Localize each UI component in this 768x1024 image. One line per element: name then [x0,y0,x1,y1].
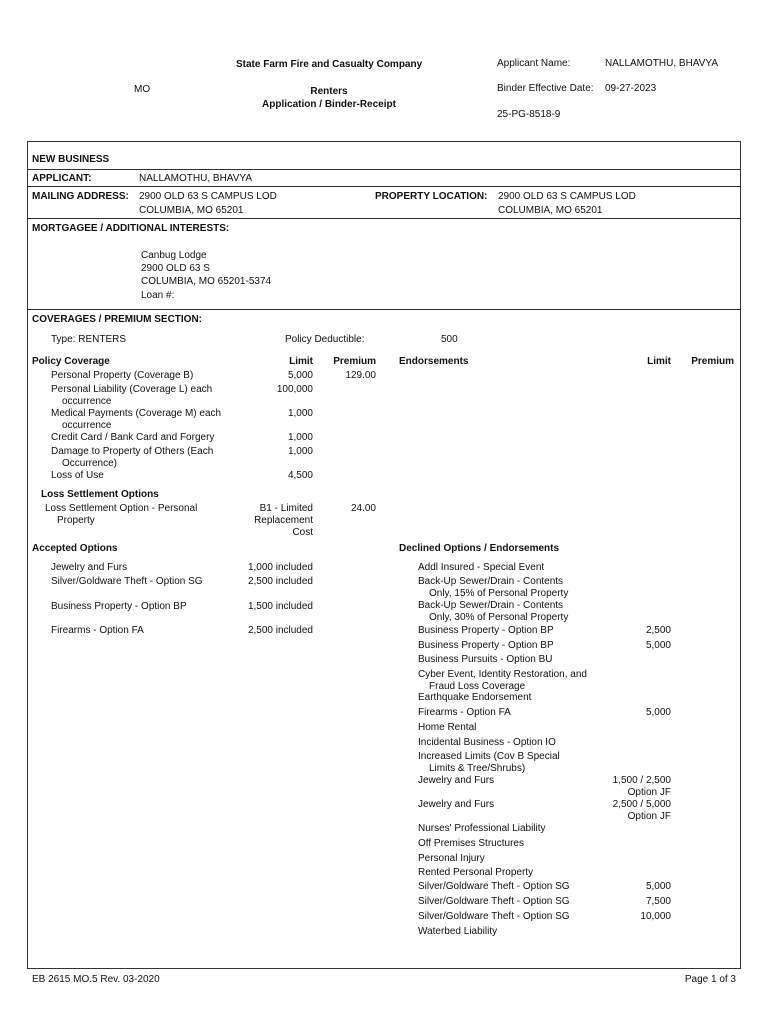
coverage-name: Medical Payments (Coverage M) each [51,408,222,419]
coverage-premium: 129.00 [345,370,376,381]
coverage-limit: 4,500 [287,470,313,481]
coverage-name: Personal Liability (Coverage L) each [51,384,213,395]
declined-option-name: Firearms - Option FA [418,707,511,718]
declined-option-name: Rented Personal Property [418,867,534,878]
declined-option-name: Business Pursuits - Option BU [418,654,553,665]
declined-option-limit: 2,500 [645,625,671,636]
accepted-option-value: 2,500 included [247,576,313,587]
accepted-option-name: Silver/Goldware Theft - Option SG [51,576,203,587]
declined-option-name: Back-Up Sewer/Drain - Contents [418,600,564,611]
declined-option-name: Off Premises Structures [418,838,524,849]
coverage-name-cont: occurrence [62,396,112,407]
declined-option-limit: 7,500 [645,896,671,907]
declined-option-name: Nurses' Professional Liability [418,823,546,834]
declined-option-limit: 10,000 [640,911,671,922]
declined-option-name: Increased Limits (Cov B Special [418,751,560,762]
applicant-name-value: NALLAMOTHU, BHAVYA [605,58,718,69]
form-title-2: Application / Binder-Receipt [262,99,396,110]
loss-settlement-heading: Loss Settlement Options [41,489,159,500]
declined-option-limit-cont: Option JF [627,811,671,822]
new-business-heading: NEW BUSINESS [32,154,110,165]
mortgagee-line2: COLUMBIA, MO 65201-5374 [141,276,272,287]
declined-option-name-cont: Limits & Tree/Shrubs) [429,763,526,774]
declined-option-name: Incidental Business - Option IO [418,737,556,748]
declined-option-name: Silver/Goldware Theft - Option SG [418,896,570,907]
mailing-address-label: MAILING ADDRESS: [32,191,129,202]
declined-option-name: Home Rental [418,722,477,733]
declined-option-name: Business Property - Option BP [418,625,554,636]
binder-date-value: 09-27-2023 [605,83,657,94]
loss-settlement-limit3: Cost [292,527,313,538]
accepted-option-name: Jewelry and Furs [51,562,128,573]
declined-option-limit: 2,500 / 5,000 [612,799,671,810]
loss-settlement-line1: Loss Settlement Option - Personal [45,503,198,514]
declined-option-name-cont: Fraud Loss Coverage [429,681,526,692]
declined-option-limit: 1,500 / 2,500 [612,775,671,786]
property-location-line2: COLUMBIA, MO 65201 [498,205,603,216]
applicant-name-label: Applicant Name: [497,58,571,69]
coverage-name: Personal Property (Coverage B) [51,370,194,381]
form-number: EB 2615 MO.5 Rev. 03-2020 [32,974,160,985]
accepted-option-name: Business Property - Option BP [51,601,187,612]
mailing-address-line2: COLUMBIA, MO 65201 [139,205,244,216]
divider [28,218,740,219]
binder-date-label: Binder Effective Date: [497,83,594,94]
declined-option-limit: 5,000 [645,640,671,651]
col-premium: Premium [333,356,376,367]
divider [28,186,740,187]
divider [28,169,740,170]
accepted-option-value: 1,500 included [247,601,313,612]
applicant-label: APPLICANT: [32,173,92,184]
loss-settlement-premium: 24.00 [350,503,376,514]
declined-option-name-cont: Only, 15% of Personal Property [429,588,569,599]
col-limit-2: Limit [647,356,671,367]
coverage-name-cont: occurrence [62,420,112,431]
mailing-address-line1: 2900 OLD 63 S CAMPUS LOD [139,191,277,202]
col-limit: Limit [289,356,313,367]
coverage-limit: 1,000 [287,408,313,419]
accepted-options-heading: Accepted Options [32,543,118,554]
declined-option-name: Cyber Event, Identity Restoration, and [418,669,587,680]
form-title-1: Renters [310,86,348,97]
coverage-limit: 100,000 [276,384,313,395]
declined-option-limit: 5,000 [645,881,671,892]
company-name: State Farm Fire and Casualty Company [236,59,423,70]
accepted-option-value: 2,500 included [247,625,313,636]
declined-option-name: Personal Injury [418,853,485,864]
divider [28,309,740,310]
declined-option-limit: 5,000 [645,707,671,718]
policy-number: 25-PG-8518-9 [497,109,561,120]
property-location-line1: 2900 OLD 63 S CAMPUS LOD [498,191,636,202]
declined-option-name-cont: Only, 30% of Personal Property [429,612,569,623]
coverage-name: Damage to Property of Others (Each [51,446,214,457]
declined-option-name: Silver/Goldware Theft - Option SG [418,881,570,892]
loss-settlement-line2: Property [57,515,95,526]
deductible-value: 500 [441,334,458,345]
mortgagee-label: MORTGAGEE / ADDITIONAL INTERESTS: [32,223,230,234]
page-number: Page 1 of 3 [684,974,736,985]
declined-option-name: Jewelry and Furs [418,775,495,786]
coverages-heading: COVERAGES / PREMIUM SECTION: [32,314,203,325]
coverage-name: Loss of Use [51,470,104,481]
declined-option-name: Waterbed Liability [418,926,498,937]
declined-option-name: Back-Up Sewer/Drain - Contents [418,576,564,587]
mortgagee-loan: Loan #: [141,290,175,301]
declined-option-name: Jewelry and Furs [418,799,495,810]
col-policy-coverage: Policy Coverage [32,356,110,367]
coverage-name: Credit Card / Bank Card and Forgery [51,432,215,443]
property-location-label: PROPERTY LOCATION: [375,191,488,202]
declined-option-limit-cont: Option JF [627,787,671,798]
loss-settlement-limit1: B1 - Limited [259,503,313,514]
declined-options-heading: Declined Options / Endorsements [399,543,560,554]
loss-settlement-limit2: Replacement [254,515,313,526]
declined-option-name: Silver/Goldware Theft - Option SG [418,911,570,922]
declined-option-name: Business Property - Option BP [418,640,554,651]
col-premium-2: Premium [691,356,734,367]
mortgagee-name: Canbug Lodge [141,250,207,261]
accepted-option-value: 1,000 included [247,562,313,573]
coverage-limit: 1,000 [287,432,313,443]
col-endorsements: Endorsements [399,356,469,367]
declined-option-name: Addl Insured - Special Event [418,562,545,573]
coverage-limit: 1,000 [287,446,313,457]
declined-option-name: Earthquake Endorsement [418,692,532,703]
coverage-type: Type: RENTERS [51,334,127,345]
form-box [27,141,741,969]
applicant-value: NALLAMOTHU, BHAVYA [139,173,252,184]
state-code: MO [134,84,151,95]
mortgagee-line1: 2900 OLD 63 S [141,263,210,274]
deductible-label: Policy Deductible: [285,334,365,345]
coverage-name-cont: Occurrence) [62,458,118,469]
coverage-limit: 5,000 [287,370,313,381]
accepted-option-name: Firearms - Option FA [51,625,144,636]
